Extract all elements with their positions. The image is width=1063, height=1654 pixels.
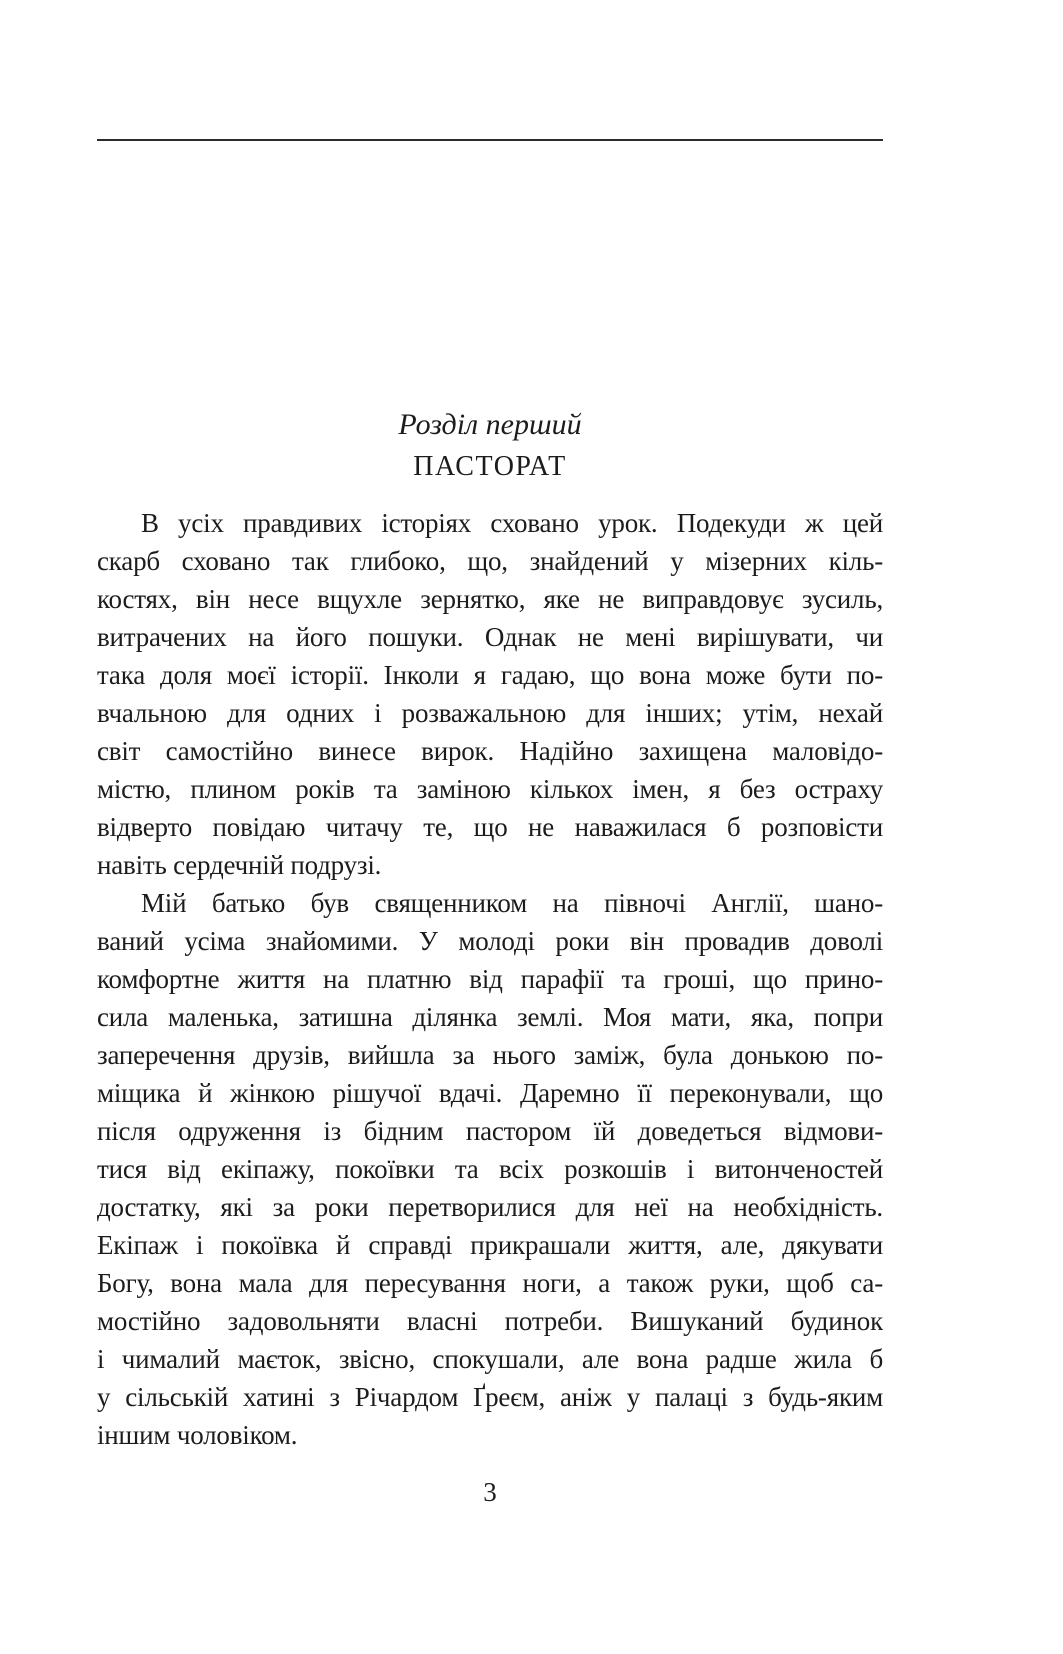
text-line: Екіпаж і покоївка й справді прикрашали життя, але, дякувати — [97, 1230, 883, 1260]
page-number: 3 — [483, 1477, 497, 1507]
text-line: витрачених на його пошуки. Однак не мені вирішувати, чи — [97, 622, 883, 652]
text-line: міщика й жінкою рішучої вдачі. Даремно її переконували, що — [97, 1078, 883, 1108]
text-line: Богу, вона мала для пересування ноги, а також руки, щоб са- — [97, 1268, 883, 1298]
text-line: містю, плином років та заміною кількох імен, я без остраху — [97, 774, 883, 804]
paragraph — [97, 884, 883, 1454]
text-line: заперечення друзів, вийшла за нього заміж, була донькою по- — [97, 1040, 883, 1070]
chapter-heading: Розділ перший — [398, 408, 582, 441]
paragraph — [97, 504, 883, 884]
text-line: така доля моєї історії. Інколи я гадаю, що вона може бути по- — [97, 660, 883, 690]
text-line: достатку, які за роки перетворилися для неї на необхідність. — [97, 1192, 883, 1222]
text-line: ваний усіма знайомими. У молоді роки він провадив доволі — [97, 926, 883, 956]
text-line: після одруження із бідним пастором їй доведеться відмови- — [97, 1116, 883, 1146]
text-line: скарб сховано так глибоко, що, знайдений у мізерних кіль- — [97, 546, 883, 576]
text-line: навіть сердечній подрузі. — [97, 850, 382, 880]
body-text — [97, 504, 883, 1454]
chapter-title: ПАСТОРАТ — [413, 451, 567, 482]
text-line: комфортне життя на платню від парафії та гроші, що прино- — [97, 964, 883, 994]
text-line: мостійно задовольняти власні потреби. Вишуканий будинок — [97, 1306, 883, 1336]
text-line: вчальною для одних і розважальною для інших; утім, нехай — [97, 698, 883, 728]
text-line: В усіх правдивих історіях сховано урок. Подекуди ж цей — [141, 508, 883, 538]
text-line: світ самостійно винесе вирок. Надійно захищена маловідо- — [97, 736, 883, 766]
text-line: у сільській хатині з Річардом Ґреєм, аніж у палаці з будь-яким — [97, 1382, 883, 1412]
text-line: Мій батько був священником на півночі Англії, шано- — [141, 888, 883, 918]
text-line: костях, він несе вщухле зернятко, яке не виправдовує зусиль, — [97, 584, 883, 614]
text-line: тися від екіпажу, покоївки та всіх розкошів і витонченостей — [97, 1154, 883, 1184]
text-line: сила маленька, затишна ділянка землі. Моя мати, яка, попри — [97, 1002, 883, 1032]
text-line: відверто повідаю читачу те, що не наважилася б розповісти — [97, 812, 883, 842]
text-line: іншим чоловіком. — [97, 1420, 298, 1450]
header-rule — [97, 139, 883, 141]
text-line: і чималий маєток, звісно, спокушали, але вона радше жила б — [97, 1344, 883, 1374]
